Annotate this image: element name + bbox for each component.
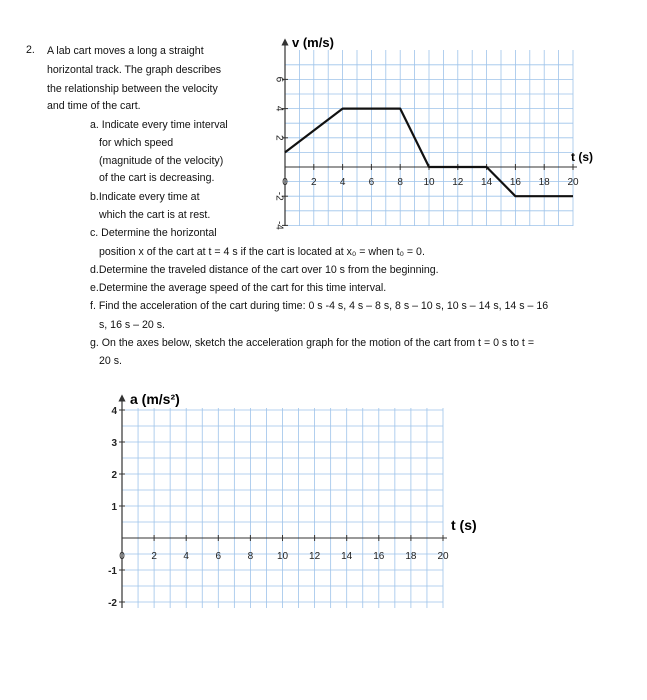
velocity-chart xyxy=(274,35,594,230)
part-g-line-1: g. On the axes below, sketch the acceleration graph for the motion of the cart from t = 0 s to t = xyxy=(90,337,535,349)
intro-line-3: the relationship between the velocity xyxy=(47,83,218,95)
x-tick-label: 8 xyxy=(397,177,403,188)
y-tick-label: 3 xyxy=(111,438,117,449)
x-axis-label: t (s) xyxy=(571,150,593,164)
x-tick-label: 4 xyxy=(339,177,346,188)
x-tick-label: 12 xyxy=(309,551,321,562)
x-tick-label: 16 xyxy=(509,177,521,188)
y-tick-label: -2 xyxy=(273,191,285,201)
part-e: e.Determine the average speed of the cart for this time interval. xyxy=(90,282,387,294)
y-tick-label: -2 xyxy=(108,598,117,609)
x-tick-label: 10 xyxy=(276,551,289,562)
part-c-line-1: c. Determine the horizontal xyxy=(90,227,217,239)
acceleration-chart xyxy=(108,391,477,609)
part-a-line-4: of the cart is decreasing. xyxy=(99,172,215,184)
x-tick-label: 18 xyxy=(538,177,550,188)
x-tick-label: 14 xyxy=(481,177,493,188)
part-a-line-3: (magnitude of the velocity) xyxy=(99,155,224,167)
x-tick-label: 18 xyxy=(405,551,417,562)
part-d: d.Determine the traveled distance of the cart over 10 s from the beginning. xyxy=(90,264,439,276)
y-tick-label: 2 xyxy=(273,135,285,141)
part-b-line-2: which the cart is at rest. xyxy=(99,209,211,221)
y-tick-label: 4 xyxy=(111,406,117,417)
x-tick-label: 2 xyxy=(311,177,317,188)
intro-line-1: A lab cart moves a long a straight xyxy=(47,45,204,57)
y-tick-label: -4 xyxy=(273,220,285,230)
intro-line-4: and time of the cart. xyxy=(47,100,141,112)
part-b-line-1: b.Indicate every time at xyxy=(90,191,200,203)
part-g-line-2: 20 s. xyxy=(99,355,122,367)
x-tick-label: 6 xyxy=(368,177,375,188)
part-f-line-2: s, 16 s – 20 s. xyxy=(99,319,165,331)
part-f-line-1: f. Find the acceleration of the cart during time: 0 s -4 s, 4 s – 8 s, 8 s – 10 s, 10 s – 14 s, 14 s – 16 xyxy=(90,300,549,312)
x-tick-label: 0 xyxy=(119,551,125,562)
x-tick-label: 12 xyxy=(452,177,464,188)
x-tick-label: 20 xyxy=(437,551,449,562)
y-tick-label: 2 xyxy=(111,470,117,481)
x-axis-label: t (s) xyxy=(451,517,477,533)
x-tick-label: 8 xyxy=(247,551,254,562)
y-axis-label: v (m/s) xyxy=(292,35,334,50)
y-tick-label: 4 xyxy=(273,105,285,112)
x-tick-label: 14 xyxy=(341,551,353,562)
x-tick-label: 10 xyxy=(423,177,435,188)
y-axis-label: a (m/s²) xyxy=(130,391,180,407)
intro-line-2: horizontal track. The graph describes xyxy=(47,64,222,76)
question-number: 2. xyxy=(26,44,35,56)
y-tick-label: -1 xyxy=(108,566,117,577)
x-tick-label: 2 xyxy=(151,551,157,562)
x-tick-label: 6 xyxy=(215,551,222,562)
y-tick-label: 6 xyxy=(273,76,285,83)
y-tick-label: 1 xyxy=(111,502,117,513)
x-tick-label: 20 xyxy=(567,177,579,188)
x-tick-label: 16 xyxy=(373,551,385,562)
part-a-line-2: for which speed xyxy=(99,137,174,149)
part-c-line-2: position x of the cart at t = 4 s if the cart is located at x₀ = when t₀ = 0. xyxy=(99,246,425,258)
x-tick-label: 0 xyxy=(282,177,288,188)
x-tick-label: 4 xyxy=(183,551,189,562)
part-a-line-1: a. Indicate every time interval xyxy=(90,119,228,131)
